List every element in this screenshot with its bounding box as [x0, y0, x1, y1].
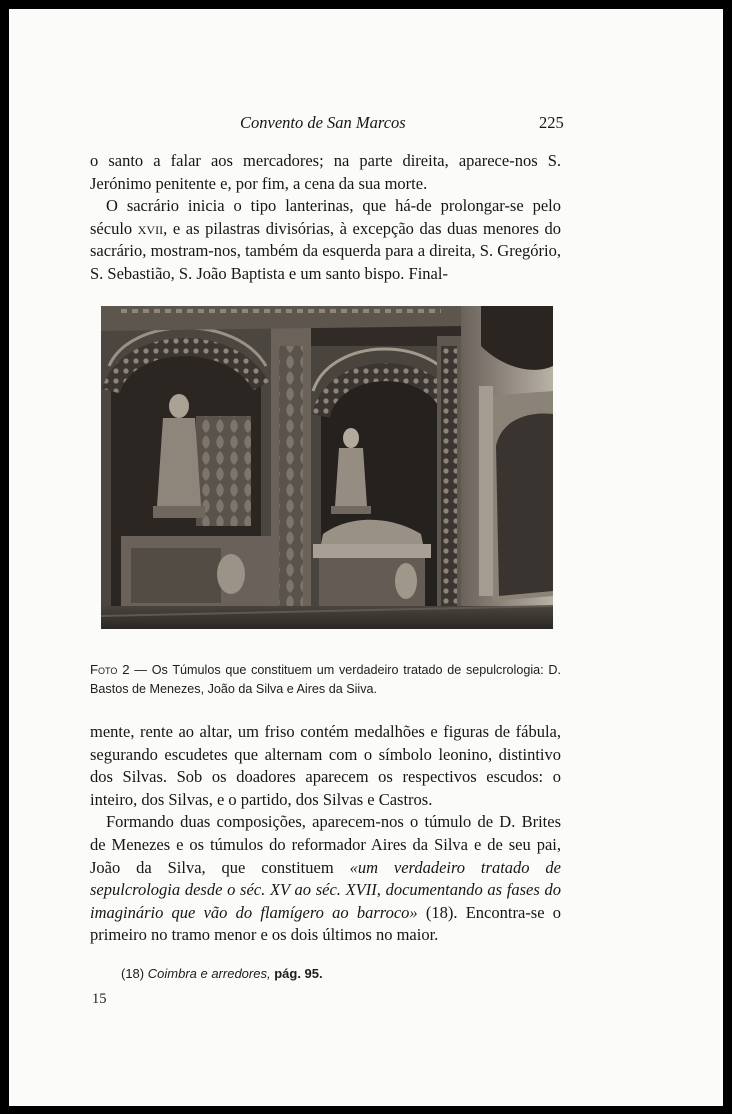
paragraph-4-quote: «um verdadeiro tratado de sepulcrologia desde o séc. XV ao séc. XVII, documentando as fases do imaginário que vão do flamígero ao barroco»: [90, 857, 561, 922]
footnote-number: (18): [121, 966, 145, 981]
footnote-page: pág. 95.: [274, 966, 323, 981]
paragraph-1: o santo a falar aos mercadores; na parte direita, aparece-nos S. Jerónimo penitente e, por fim, a cena da sua morte.: [90, 151, 561, 193]
footnote-source: Coimbra e arredores,: [147, 966, 271, 981]
paragraph-4: [90, 811, 561, 947]
century-numeral: xvii: [137, 218, 164, 238]
page-number: 225: [539, 113, 564, 132]
body-text-bottom: [90, 721, 561, 947]
footnote: [121, 966, 323, 981]
photo-tombs: [101, 306, 553, 629]
paragraph-2-end: , e as pilastras divisórias, à excepção das duas menores do sacrário, mostram-nos, também da esquerda para a direita, S. Gregório, S. Sebastião, S. João Baptista e um santo bispo. Final-: [90, 218, 561, 283]
photo-caption: [90, 660, 561, 699]
paragraph-2: [90, 195, 561, 285]
paragraph-4-end: (18). Encontra-se o primeiro no tramo menor e os dois últimos no maior.: [90, 902, 561, 945]
photo-tombs-illustration: [101, 306, 553, 629]
caption-text: — Os Túmulos que constituem um verdadeiro tratado de sepulcrologia: D. Bastos de Menezes, João da Silva e Aires da Siiva.: [90, 663, 561, 696]
paragraph-2-start: O sacrário inicia o tipo lanterinas, que há-de prolongar-se pelo século: [90, 196, 561, 238]
running-title: Convento de San Marcos: [240, 113, 406, 132]
caption-label: Foto 2: [90, 662, 130, 677]
paragraph-3: mente, rente ao altar, um friso contém medalhões e figuras de fábula, segurando escudetes que alternam com o símbolo leonino, distintivo dos Silvas. Sob os doadores aparecem os respectivos escudos: o inteiro, dos Silvas, e o partido, dos Silvas e Castros.: [90, 722, 561, 809]
book-page: [9, 9, 723, 1106]
running-header: [9, 113, 723, 137]
paragraph-4-start: Formando duas composições, aparecem-nos o túmulo de D. Brites de Menezes e os túmulos do reformador Aires da Silva e de seu pai, João da Silva, que constituem: [90, 812, 561, 877]
body-text-top: [90, 150, 561, 286]
printer-signature: 15: [92, 991, 107, 1007]
